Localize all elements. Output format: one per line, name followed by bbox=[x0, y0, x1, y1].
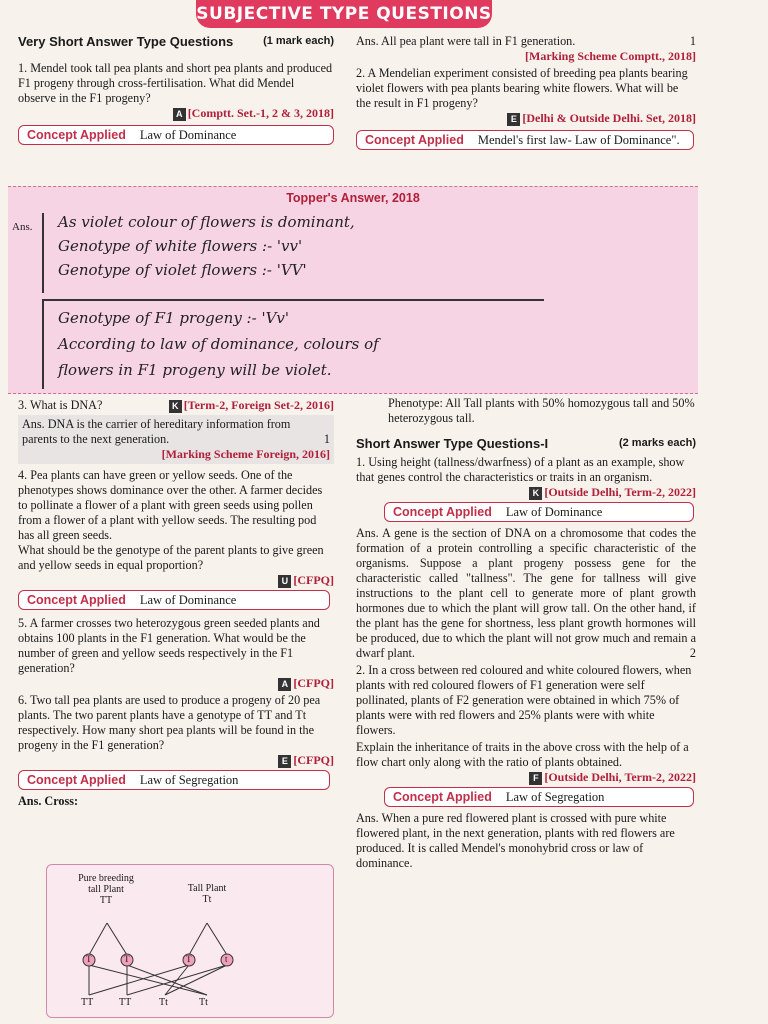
handwritten-line-6: flowers in F1 progeny will be violet. bbox=[58, 361, 332, 379]
gamete-label: t bbox=[225, 954, 228, 964]
answer-3-ref: [Marking Scheme Foreign, 2016] bbox=[161, 447, 330, 461]
offspring-genotype: Tt bbox=[199, 997, 208, 1008]
short-answer-1-mark: 2 bbox=[689, 646, 696, 660]
board-icon: K bbox=[169, 400, 182, 413]
question-5-ref bbox=[18, 676, 334, 691]
concept-applied-box bbox=[384, 502, 694, 522]
concept-value: Law of Dominance bbox=[505, 505, 603, 519]
gamete-label: T bbox=[124, 954, 130, 964]
short-question-1-ref bbox=[356, 485, 696, 500]
question-2: 2. A Mendelian experiment consisted of breeding pea plants bearing violet flowers with pea plants bearing white flowers. What will be the result in F1 progeny? bbox=[356, 66, 688, 110]
section-marks: (1 mark each) bbox=[263, 35, 334, 47]
question-4-ref bbox=[18, 573, 334, 588]
board-icon: E bbox=[278, 755, 291, 768]
short-question-1-ref-text: [Outside Delhi, Term-2, 2022] bbox=[544, 485, 696, 499]
question-4-ref-text: [CFPQ] bbox=[293, 573, 334, 587]
question-4-part-b: What should be the genotype of the parent plants to give green and yellow seeds in equal proportion? bbox=[18, 543, 324, 572]
short-question-1: 1. Using height (tallness/dwarfness) of a plant as an example, show that genes control the characteristics or traits in an organism. bbox=[356, 455, 685, 484]
right-column-top bbox=[356, 34, 696, 150]
question-5-ref-text: [CFPQ] bbox=[293, 676, 334, 690]
short-answer-marks: (2 marks each) bbox=[618, 437, 696, 449]
concept-applied-box bbox=[18, 590, 330, 610]
question-2-ref-text: [Delhi & Outside Delhi. Set, 2018] bbox=[522, 111, 696, 125]
question-3-ref bbox=[169, 398, 334, 413]
question-1-ref bbox=[18, 106, 334, 121]
concept-label: Concept Applied bbox=[27, 773, 126, 787]
parent-2-genotype: Tt bbox=[202, 894, 212, 905]
section-title-text: Very Short Answer Type Questions bbox=[18, 34, 234, 49]
short-answer-2: Ans. When a pure red flowered plant is crossed with pure white flowered plant, in the next generation, plants with red flowers are produced. It is called Mendel's monohybrid cross or law of dominance. bbox=[356, 811, 675, 870]
question-1: 1. Mendel took tall pea plants and short pea plants and produced F1 progeny through cross-fertilisation. What did Mendel observe in the F1 progeny? bbox=[18, 61, 333, 105]
concept-value: Mendel's first law- Law of Dominance". bbox=[477, 133, 680, 147]
concept-value: Law of Segregation bbox=[505, 790, 605, 804]
application-icon: A bbox=[278, 678, 291, 691]
question-6-ref bbox=[18, 753, 334, 768]
short-answer-title-text: Short Answer Type Questions-I bbox=[356, 436, 549, 451]
board-icon: A bbox=[173, 108, 186, 121]
short-question-2-ref-text: [Outside Delhi, Term-2, 2022] bbox=[544, 770, 696, 784]
answer-block-2 bbox=[42, 299, 544, 389]
parent-1-genotype: TT bbox=[99, 895, 113, 906]
answer-3-box bbox=[18, 415, 334, 464]
answer-1-ref: [Marking Scheme Comptt., 2018] bbox=[525, 49, 696, 63]
short-answer-title bbox=[356, 436, 696, 451]
short-question-2-part-b: Explain the inheritance of traits in the above cross with the help of a flow chart only along with the ratio of plants obtained. bbox=[356, 740, 689, 769]
question-2-ref bbox=[356, 111, 696, 126]
left-column-top bbox=[18, 34, 334, 145]
answer-3 bbox=[22, 417, 330, 447]
question-1-ref-text: [Comptt. Set.-1, 2 & 3, 2018] bbox=[187, 106, 334, 120]
toppers-answer-label: Ans. bbox=[12, 221, 33, 233]
parent-1 bbox=[73, 873, 139, 906]
short-question-2-ref bbox=[356, 770, 696, 785]
phenotype-text: Phenotype: All Tall plants with 50% homozygous tall and 50% heterozygous tall. bbox=[388, 396, 695, 425]
section-banner: SUBJECTIVE TYPE QUESTIONS bbox=[196, 0, 492, 28]
handwritten-line-1: As violet colour of flowers is dominant, bbox=[58, 213, 355, 231]
concept-label: Concept Applied bbox=[393, 790, 492, 804]
handwritten-line-4: Genotype of F1 progeny :- 'Vv' bbox=[58, 309, 289, 327]
concept-label: Concept Applied bbox=[27, 593, 126, 607]
answer-3-text: Ans. DNA is the carrier of hereditary information from parents to the next generation. bbox=[22, 417, 291, 446]
handwritten-line-2: Genotype of white flowers :- 'vv' bbox=[58, 237, 303, 255]
question-3-ref-text: [Term-2, Foreign Set-2, 2016] bbox=[183, 398, 334, 412]
question-6: 6. Two tall pea plants are used to produce a progeny of 20 pea plants. The two parent plants have a genotype of TT and Tt respectively. How many short pea plants will be found in the progeny in the F1 generation? bbox=[18, 693, 321, 752]
gamete-label: T bbox=[186, 954, 192, 964]
toppers-answer-box bbox=[8, 186, 698, 394]
concept-applied-box bbox=[356, 130, 694, 150]
concept-label: Concept Applied bbox=[393, 505, 492, 519]
board-icon: K bbox=[529, 487, 542, 500]
question-6-ref-text: [CFPQ] bbox=[293, 753, 334, 767]
section-title bbox=[18, 34, 334, 49]
board-icon: E bbox=[507, 113, 520, 126]
concept-applied-box bbox=[384, 787, 694, 807]
left-column-bottom bbox=[18, 398, 334, 809]
parent-2-label: Tall Plant bbox=[187, 883, 227, 894]
right-column-bottom bbox=[356, 396, 696, 871]
concept-label: Concept Applied bbox=[27, 128, 126, 142]
concept-applied-box bbox=[18, 770, 330, 790]
answer-1-mark: 1 bbox=[689, 34, 696, 48]
toppers-answer-heading: Topper's Answer, 2018 bbox=[286, 191, 420, 205]
concept-value: Law of Dominance bbox=[139, 128, 237, 142]
offspring-genotype: Tt bbox=[159, 997, 168, 1008]
short-question-2: 2. In a cross between red coloured and white coloured flowers, when plants with red coloured flowers of F1 generation were self pollinated, plants of F2 generation were obtained in which 75% of plants were with red flowers and 25% plants were with white flowers. bbox=[356, 663, 692, 737]
question-4: 4. Pea plants can have green or yellow seeds. One of the phenotypes shows dominance over the other. A farmer decides to pollinate a flower of a plant with green seeds using pollen from a flower of a plant with yellow seeds. The resulting pod has all green seeds. bbox=[18, 468, 323, 542]
board-icon: F bbox=[529, 772, 542, 785]
question-5: 5. A farmer crosses two heterozygous green seeded plants and obtains 100 plants in the F1 generation. What would be the number of green and yellow seeds respectively in the F1 generation? bbox=[18, 616, 320, 675]
answer-1 bbox=[356, 34, 696, 49]
concept-value: Law of Dominance bbox=[139, 593, 237, 607]
short-answer-1: Ans. A gene is the section of DNA on a chromosome that codes the formation of a protein controlling a specific characteristic of the organisms. Suppose a plant progeny possess gene for the characteristic called "tallness". The gene for tallness will give instructions to the plant cell to generate more of plant growth hormones due to which the plant will grow tall. On the other hand, if the plant has the gene for shortness, less plant growth hormones will be produced, due to which the plant will not grow much and remain a dwarf plant. bbox=[356, 526, 696, 660]
answer-block-1 bbox=[42, 213, 544, 293]
cross-diagram bbox=[46, 864, 334, 1018]
question-3-text: 3. What is DNA? bbox=[18, 398, 103, 412]
understanding-icon: U bbox=[278, 575, 291, 588]
offspring-genotype: TT bbox=[81, 997, 94, 1008]
offspring-genotype: TT bbox=[119, 997, 132, 1008]
parent-1-label: Pure breeding tall Plant bbox=[78, 873, 134, 895]
gamete-label: T bbox=[86, 954, 92, 964]
concept-applied-box bbox=[18, 125, 334, 145]
answer-1-text: Ans. All pea plant were tall in F1 generation. bbox=[356, 34, 576, 48]
cross-label: Ans. Cross: bbox=[18, 794, 79, 808]
handwritten-line-3: Genotype of violet flowers :- 'VV' bbox=[58, 261, 307, 279]
concept-label: Concept Applied bbox=[365, 133, 464, 147]
parent-2 bbox=[181, 883, 233, 905]
handwritten-line-5: According to law of dominance, colours of bbox=[58, 335, 379, 353]
answer-3-mark: 1 bbox=[323, 432, 330, 446]
concept-value: Law of Segregation bbox=[139, 773, 239, 787]
question-3 bbox=[18, 398, 334, 413]
